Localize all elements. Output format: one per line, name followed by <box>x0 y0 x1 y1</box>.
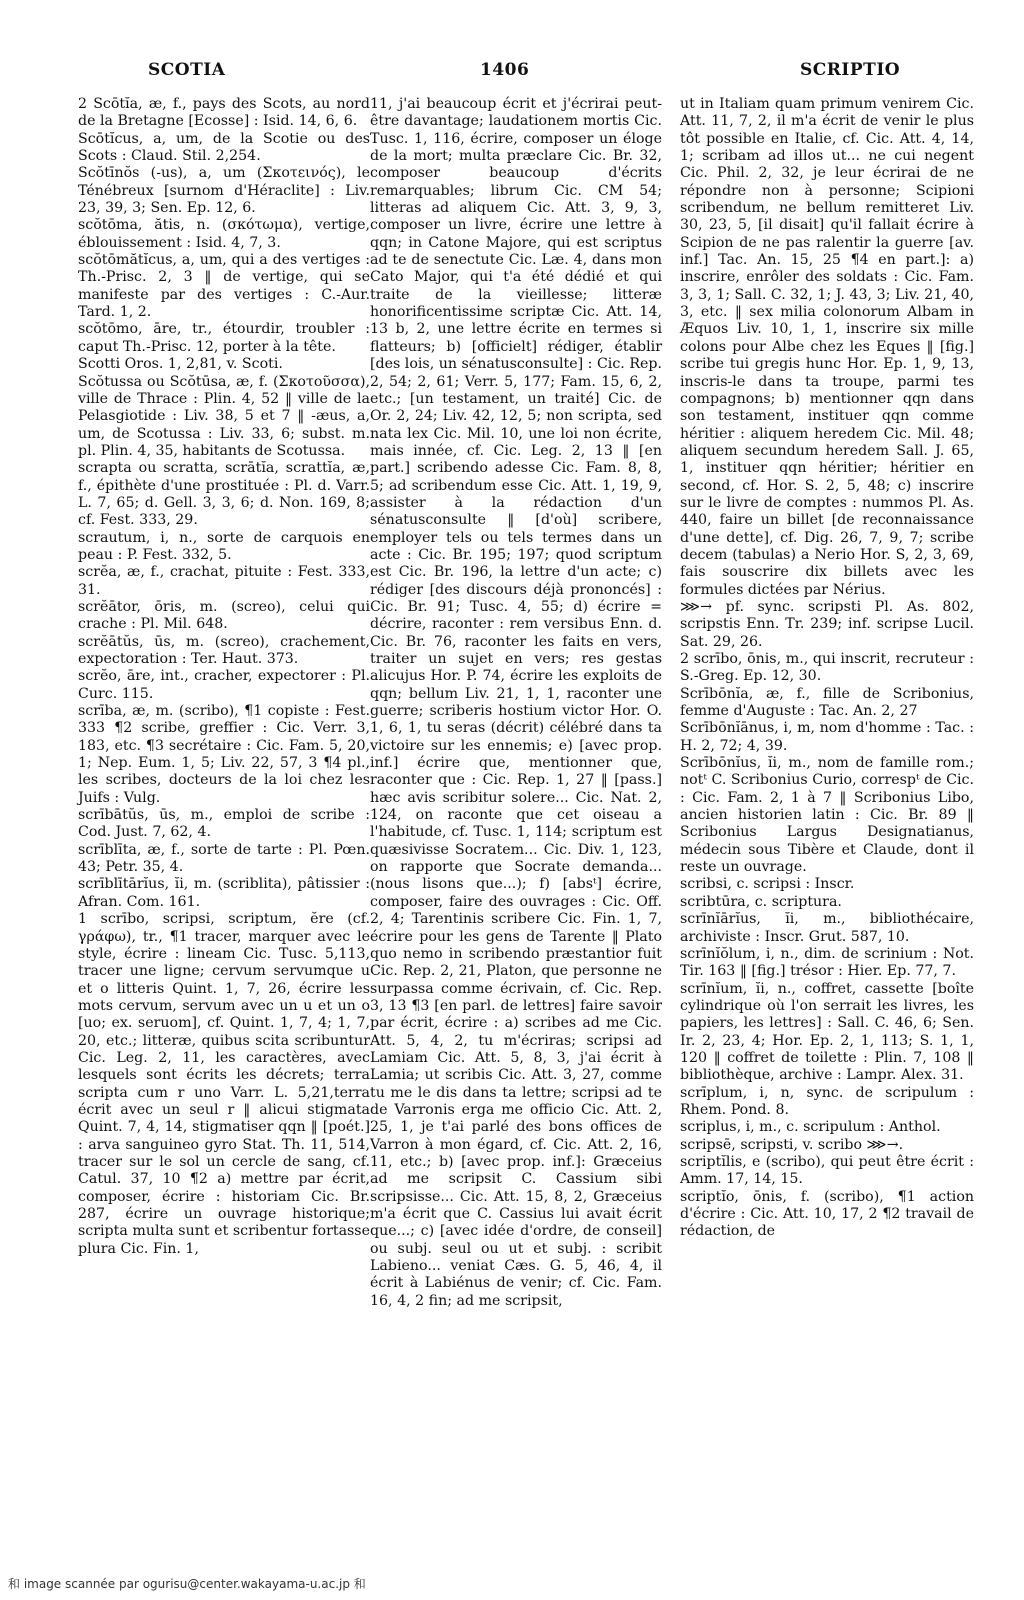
dictionary-entry: Scŏtussa ou Scŏtūsa, æ, f. (Σκοτοῦσσα), ville de Thrace : Plin. 4, 52 ‖ ville de la Pelasgiotide : Liv. 38, 5 et 7 ‖ -æus, a, um, de Scotussa : Liv. 33, 6; subst. m. pl. Plin. 4, 35, habitants de Scotussa. <box>78 373 370 459</box>
dictionary-column-1 <box>78 96 370 1258</box>
page-number: 1406 <box>480 60 530 80</box>
dictionary-entry: scrīnĭum, ĭi, n., coffret, cassette [boîte cylindrique où l'on serrait les livres, les papiers, les lettres] : Sall. C. 46, 6; Sen. Ir. 2, 23, 4; Hor. Ep. 2, 1, 113; S. 1, 1, 120 ‖ coffret de toilette : Plin. 7, 108 ‖ bibliothèque, archive : Lampr. Alex. 31. <box>680 980 974 1084</box>
dictionary-entry: scripsē, scripsti, v. scribo ⋙→. <box>680 1136 904 1153</box>
dictionary-entry: Scrībōnĭus, ĭi, m., nom de famille rom.; notᵗ C. Scribonius Curio, correspᵗ de Cic. : Cic. Fam. 2, 1 à 7 ‖ Scribonius Libo, ancien historien latin : Cic. Br. 89 ‖ Scribonius Largus Designatianus, médecin sous Tibère et Claude, dont il reste un ouvrage. <box>680 755 974 876</box>
dictionary-entry: scrīnĭŏlum, i, n., dim. de scrinium : Not. Tir. 163 ‖ [fig.] trésor : Hier. Ep. 77, 7. <box>680 945 974 980</box>
running-head-left: SCOTIA <box>148 60 226 80</box>
dictionary-entry: scrīplum, i, n, sync. de scripulum : Rhem. Pond. 8. <box>680 1084 974 1118</box>
dictionary-entry: 2 Scōtĭa, æ, f., pays des Scots, au nord de la Bretagne [Ecosse] : Isid. 14, 6, 6. <box>78 96 370 130</box>
dictionary-entry: Scŏtīnŏs (-us), a, um (Σκοτεινός), le Ténébreux [surnom d'Héraclite] : Liv. 23, 39, 3; Sen. Ep. 12, 6. <box>78 165 370 217</box>
dictionary-entry: ⋙→ pf. sync. scripsti Pl. As. 802, scripstis Enn. Tr. 239; inf. scripse Lucil. Sat. 29, 26. <box>680 598 974 650</box>
dictionary-entry: scrautum, i, n., sorte de carquois en peau : P. Fest. 332, 5. <box>78 529 370 563</box>
dictionary-entry: scribtūra, c. scriptura. <box>680 893 842 910</box>
dictionary-entry: scrĕa, æ, f., crachat, pituite : Fest. 333, 31. <box>78 564 370 598</box>
dictionary-entry: Scrībōnĭānus, i, m, nom d'homme : Tac. : H. 2, 72; 4, 39. <box>680 720 974 754</box>
dictionary-entry: scribsi, c. scripsi : Inscr. <box>680 876 855 893</box>
dictionary-entry: ut in Italiam quam primum venirem Cic. Att. 11, 7, 2, il m'a écrit de venir le plus tôt possible en Italie, cf. Cic. Att. 4, 14, 1; scribam ad illos ut... ne cui negent Cic. Phil. 2, 32, je leur écrirai de ne répondre non à personne; Scipioni scribendum, ne bellum remitteret Liv. 30, 23, 5, [il disait] qu'il fallait écrire à Scipion de ne pas ralentir la guerre [av. inf.] Tac. An. 15, 25 ¶4 en part.]: a) inscrire, enrôler des soldats : Cic. Fam. 3, 3, 1; Sall. C. 32, 1; J. 43, 3; Liv. 21, 40, 3, etc. ‖ sex milia colonorum Albam in Æquos Liv. 10, 1, 1, inscrire six mille colons pour Albe chez les Eques ‖ [fig.] scribe tui gregis hunc Hor. Ep. 1, 9, 13, inscris-le dans ta troupe, parmi tes compagnons; b) mentionner qqn dans son testament, instituer qqn comme héritier : aliquem heredem Cic. Mil. 48; aliquem secundum heredem Sall. J. 65, 1, instituer qqn héritier; héritier en second, cf. Hor. S. 2, 5, 48; c) inscrire sur le livre de comptes : nummos Pl. As. 440, faire un billet [de reconnaissance d'une dette], cf. Dig. 26, 7, 9, 7; scribe decem (tabulas) a Nerio Hor. S, 2, 3, 69, fais souscrire dix billets avec les formules dictées par Nérius. <box>680 96 974 598</box>
dictionary-column-3 <box>680 96 974 1241</box>
dictionary-entry: scrĕātŭs, ūs, m. (screo), crachement, expectoration : Ter. Haut. 373. <box>78 633 370 667</box>
running-head-right: SCRIPTIO <box>800 60 901 80</box>
dictionary-entry: scrīblīta, æ, f., sorte de tarte : Pl. Pœn. 43; Petr. 35, 4. <box>78 841 370 876</box>
dictionary-entry: scrība, æ, m. (scribo), ¶1 copiste : Fest. 333 ¶2 scribe, greffier : Cic. Verr. 3, 183, etc. ¶3 secrétaire : Cic. Fam. 5, 20, 1; Nep. Eum. 1, 5; Liv. 22, 57, 3 ¶4 pl., les scribes, docteurs de la loi chez les Juifs : Vulg. <box>78 703 370 806</box>
dictionary-entry: Scotti Oros. 1, 2,81, v. Scoti. <box>78 356 283 373</box>
dictionary-entry: 1 scrībo, scripsi, scriptum, ĕre (cf. γράφω), tr., ¶1 tracer, marquer avec le style, écrire : lineam Cic. Tusc. 5,113, tracer une ligne; cervum servumque u et o litteris Quint. 1, 7, 26, écrire les mots cervum, servum avec un u et un o [uo; ex. seruom], cf. Quint. 1, 7, 4; 1, 7, 20, etc.; litteræ, quibus scita scribuntur Cic. Leg. 2, 11, les caractères, avec lesquels sont écrits les décrets; terra scripta cum r uno Varr. L. 5,21,terra écrit avec un seul r ‖ alicui stigmata Quint. 7, 4, 14, stigmatiser qqn ‖ [poét.] : arva sanguineo gyro Stat. Th. 11, 514, tracer sur le sol un cercle de sang, cf. Catul. 37, 10 ¶2 a) mettre par écrit, composer, écrire : historiam Cic. Br. 287, écrire un ouvrage historique; scripta multa sunt et scribentur fortasse plura Cic. Fin. 1, <box>78 911 370 1257</box>
dictionary-entry: scriptĭlis, e (scribo), qui peut être écrit : Amm. 17, 14, 15. <box>680 1153 974 1188</box>
dictionary-entry: scriptĭo, ōnis, f. (scribo), ¶1 action d'écrire : Cic. Att. 10, 17, 2 ¶2 travail de rédaction, de <box>680 1188 974 1240</box>
dictionary-entry: scrĕo, āre, int., cracher, expectorer : Pl. Curc. 115. <box>78 668 370 702</box>
dictionary-entry: Scōtĭcus, a, um, de la Scotie ou des Scots : Claud. Stil. 2,254. <box>78 130 370 165</box>
scan-credit-footer: 和 image scannée par ogurisu@center.wakayama-u.ac.jp 和 <box>8 1577 366 1591</box>
dictionary-column-2 <box>370 96 662 1310</box>
dictionary-entry: Scrībōnĭa, æ, f., fille de Scribonius, femme d'Auguste : Tac. An. 2, 27 <box>680 685 974 720</box>
dictionary-entry: scŏtōma, ătis, n. (σκότωμα), vertige, éblouissement : Isid. 4, 7, 3. <box>78 217 370 251</box>
dictionary-entry: scriplus, i, m., c. scripulum : Anthol. <box>680 1119 941 1136</box>
dictionary-entry: scŏtōmătĭcus, a, um, qui a des vertiges : Th.-Prisc. 2, 3 ‖ de vertige, qui se manifeste par des vertiges : C.-Aur. Tard. 1, 2. <box>78 252 370 321</box>
dictionary-entry: scrapta ou scratta, scrātĭa, scrattĭa, æ, f., épithète d'une prostituée : Pl. d. Varr. L. 7, 65; d. Gell. 3, 3, 6; d. Non. 169, 8; cf. Fest. 333, 29. <box>78 460 370 529</box>
dictionary-entry: scrībātŭs, ūs, m., emploi de scribe : Cod. Just. 7, 62, 4. <box>78 807 370 841</box>
dictionary-entry: scŏtōmo, āre, tr., étourdir, troubler : caput Th.-Prisc. 12, porter à la tête. <box>78 321 370 355</box>
dictionary-entry: scrīnĭārĭus, ĭi, m., bibliothécaire, archiviste : Inscr. Grut. 587, 10. <box>680 911 974 945</box>
dictionary-entry: 11, j'ai beaucoup écrit et j'écrirai peut-être davantage; laudationem mortis Cic. Tusc. 1, 116, écrire, composer un éloge de la mort; multa præclare Cic. Br. 32, composer beaucoup d'écrits remarquables; librum Cic. CM 54; litteras ad aliquem Cic. Att. 3, 9, 3, composer un livre, écrire une lettre à qqn; in Catone Majore, qui est scriptus ad te de senectute Cic. Læ. 4, dans mon Cato Major, qui t'a été dédié et qui traite de la vieillesse; litteræ honorificentissime scriptæ Cic. Att. 14, 13 b, 2, une lettre écrite en termes si flatteurs; b) [officielt] rédiger, établir [des lois, un sénatusconsulte] : Cic. Rep. 2, 54; 2, 61; Verr. 5, 177; Fam. 15, 6, 2, etc.; [un testament, un traité] Cic. de Or. 2, 24; Liv. 42, 12, 5; non scripta, sed nata lex Cic. Mil. 10, une loi non écrite, mais innée, cf. Cic. Leg. 2, 13 ‖ [en part.] scribendo adesse Cic. Fam. 8, 8, 5; ad scribendum esse Cic. Att. 1, 19, 9, assister à la rédaction d'un sénatusconsulte ‖ [d'où] scribere, employer tels ou tels termes dans un acte : Cic. Br. 195; 197; quod scriptum est Cic. Br. 196, la lettre d'un acte; c) rédiger [des discours déjà prononcés] : Cic. Br. 91; Tusc. 4, 55; d) écrire = décrire, raconter : rem versibus Enn. d. Cic. Br. 76, raconter les faits en vers, traiter un sujet en vers; res gestas alicujus Hor. P. 74, écrire les exploits de qqn; bellum Liv. 21, 1, 1, raconter une guerre; scriberis hostium victor Hor. O. 1, 6, 1, tu seras (décrit) célébré dans ta victoire sur les ennemis; e) [avec prop. inf.] écrire que, mentionner que, raconter que : Cic. Rep. 1, 27 ‖ [pass.] hæc avis scribitur solere... Cic. Nat. 2, 124, on raconte que cet oiseau a l'habitude, cf. Tusc. 1, 114; scriptum est quæsivisse Socratem... Cic. Div. 1, 123, on rapporte que Socrate demanda... (nous lisons que...); f) [absᵗ] écrire, composer, faire des ouvrages : Cic. Off. 2, 4; Tarentinis scribere Cic. Fin. 1, 7, écrire pour les gens de Tarente ‖ Plato quo nemo in scribendo præstantior fuit Cic. Rep. 2, 21, Platon, que personne ne surpassa comme écrivain, cf. Cic. Rep. 3, 13 ¶3 [en parl. de lettres] faire savoir par écrit, écrire : a) scribes ad me Cic. Att. 5, 4, 2, tu m'écriras; scripsi ad Lamiam Cic. Att. 5, 8, 3, j'ai écrit à Lamia; ut scribis Cic. Att. 3, 27, comme tu me le dis dans ta lettre; scripsi ad te de Varronis erga me officio Cic. Att. 2, 25, 1, je t'ai parlé des bons offices de Varron à mon égard, cf. Cic. Att. 2, 16, 11, etc.; b) [avec prop. inf.]: Græceius ad me scripsit C. Cassium sibi scripsisse... Cic. Att. 15, 8, 2, Græceius m'a écrit que C. Cassius lui avait écrit que...; c) [avec idée d'ordre, de conseil] ou subj. seul ou ut et subj. : scribit Labieno... veniat Cæs. G. 5, 46, 4, il écrit à Labiénus de venir; cf. Cic. Fam. 16, 4, 2 fin; ad me scripsit, <box>370 96 662 1309</box>
dictionary-entry: scrīblītārĭus, ĭi, m. (scriblita), pâtissier : Afran. Com. 161. <box>78 876 370 910</box>
dictionary-entry: scrĕātor, ōris, m. (screo), celui qui crache : Pl. Mil. 648. <box>78 598 370 633</box>
dictionary-entry: 2 scrībo, ōnis, m., qui inscrit, recruteur : S.-Greg. Ep. 12, 30. <box>680 651 974 685</box>
